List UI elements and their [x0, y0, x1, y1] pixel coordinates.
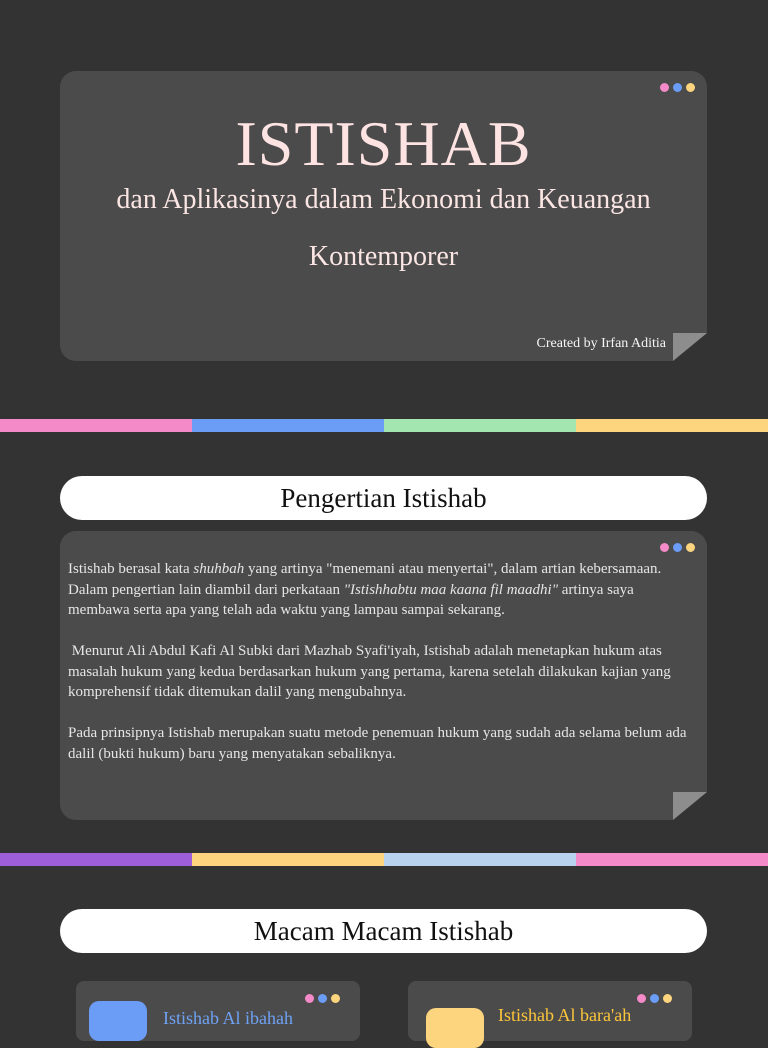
definition-text	[68, 559, 688, 785]
yellow-dot-icon	[686, 83, 695, 92]
definition-card	[60, 531, 707, 820]
pink-dot-icon	[305, 994, 314, 1003]
color-stripe-divider	[0, 853, 768, 866]
section-heading-macam: Macam Macam Istishab	[60, 909, 707, 953]
window-dots	[660, 83, 695, 92]
definition-paragraph-1: Istishab berasal kata shuhbah yang artinya "menemani atau menyertai", dalam artian kebersamaan. Dalam pengertian lain diambil dari perkataan "Istishhabtu maa kaana fil maadhi" artinya saya membawa serta apa yang telah ada waktu yang lampau sampai sekarang.	[68, 561, 662, 618]
term-shuhbah: shuhbah	[193, 561, 245, 577]
hero-card	[60, 71, 707, 361]
blue-badge-icon	[89, 1001, 147, 1041]
section-heading-pengertian: Pengertian Istishab	[60, 476, 707, 520]
pink-dot-icon	[637, 994, 646, 1003]
window-dots	[637, 994, 672, 1003]
pink-dot-icon	[660, 543, 669, 552]
definition-paragraph-3: Pada prinsipnya Istishab merupakan suatu metode penemuan hukum yang sudah ada selama belum ada dalil (bukti hukum) baru yang menyatakan sebaliknya.	[68, 725, 687, 762]
author-credit: Created by Irfan Aditia	[536, 336, 666, 351]
window-dots	[660, 543, 695, 552]
blue-dot-icon	[650, 994, 659, 1003]
page-subtitle: dan Aplikasinya dalam Ekonomi dan Keuangan Kontemporer	[116, 184, 651, 272]
istishab-item-card	[76, 981, 360, 1041]
definition-paragraph-2: Menurut Ali Abdul Kafi Al Subki dari Mazhab Syafi'iyah, Istishab adalah menetapkan hukum atas masalah hukum yang kedua berdasarkan hukum yang pertama, karena setelah dilakukan kajian yang komprehensif tidak ditemukan dalil yang mengubahnya.	[68, 643, 675, 700]
pink-dot-icon	[660, 83, 669, 92]
istishab-item-card	[408, 981, 692, 1041]
yellow-dot-icon	[331, 994, 340, 1003]
arabic-quote: "Istishhabtu maa kaana fil maadhi"	[343, 581, 558, 598]
blue-dot-icon	[318, 994, 327, 1003]
page-curl-icon	[673, 333, 707, 361]
color-stripe-divider	[0, 419, 768, 432]
yellow-badge-icon	[426, 1008, 484, 1048]
blue-dot-icon	[673, 83, 682, 92]
page-title: ISTISHAB	[235, 108, 532, 179]
window-dots	[305, 994, 340, 1003]
page-curl-icon	[673, 792, 707, 820]
yellow-dot-icon	[663, 994, 672, 1003]
item-title: Istishab Al bara'ah	[498, 1005, 632, 1025]
blue-dot-icon	[673, 543, 682, 552]
yellow-dot-icon	[686, 543, 695, 552]
item-title: Istishab Al ibahah	[163, 1008, 293, 1028]
